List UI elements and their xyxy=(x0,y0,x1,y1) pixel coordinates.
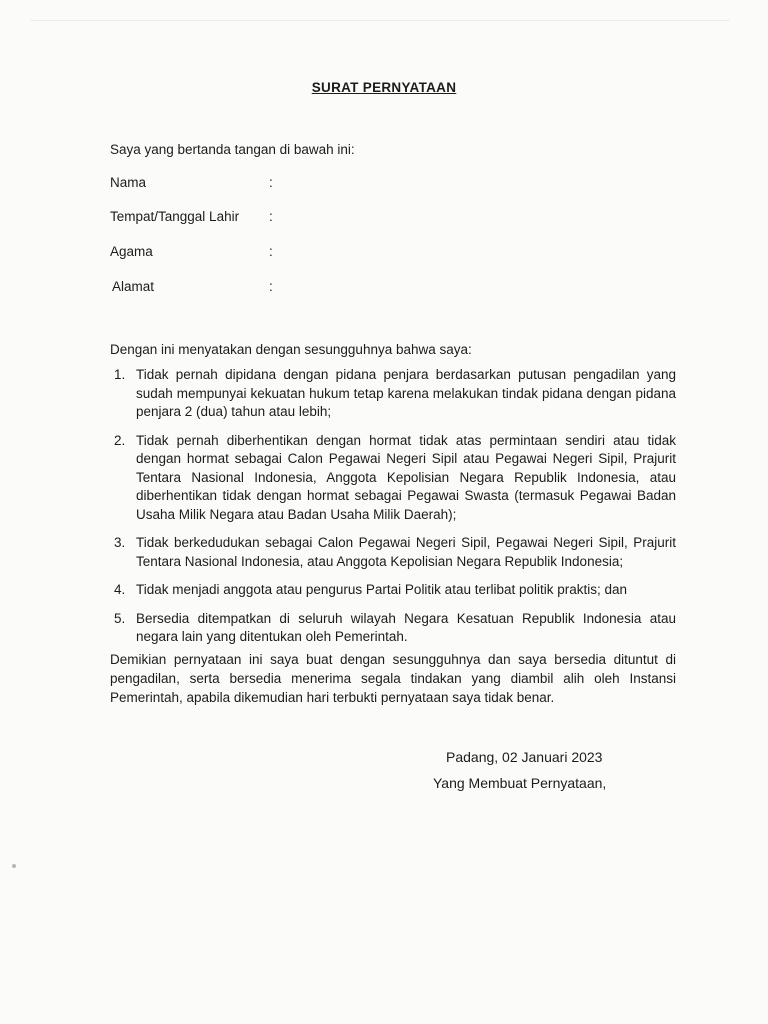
closing-paragraph: Demikian pernyataan ini saya buat dengan sesungguhnya dan saya bersedia dituntut di pengadilan, serta bersedia menerima segala tindakan yang diambil alih oleh Instansi Pemerintah, apabila dikemudian hari terbukti pernyataan saya tidak benar. xyxy=(110,652,676,705)
list-item-number: 4. xyxy=(114,582,126,597)
list-item xyxy=(110,534,676,571)
field-colon: : xyxy=(269,279,273,294)
list-item-number: 3. xyxy=(114,535,126,550)
field-colon: : xyxy=(269,244,273,259)
list-item-number: 2. xyxy=(114,432,126,448)
scan-smudge xyxy=(12,864,16,868)
field-label: Alamat xyxy=(112,279,155,294)
field-tempat-tanggal-lahir xyxy=(110,209,310,224)
list-item-text: Bersedia ditempatkan di seluruh wilayah Negara Kesatuan Republik Indonesia atau negara lain yang ditentukan oleh Pemerintah. xyxy=(136,610,676,644)
list-item-number: 1. xyxy=(114,367,126,382)
field-label: Tempat/Tanggal Lahir xyxy=(110,209,240,224)
list-item xyxy=(110,432,676,525)
list-item xyxy=(110,610,676,647)
field-label: Agama xyxy=(110,244,153,259)
field-alamat xyxy=(112,279,312,294)
list-item xyxy=(110,581,676,600)
list-item xyxy=(110,366,676,422)
list-item-text: Tidak berkedudukan sebagai Calon Pegawai Negeri Sipil, Pegawai Negeri Sipil, Prajurit Tentara Nasional Indonesia, atau Anggota Kepolisian Negara Republik Indonesia; xyxy=(136,535,676,569)
list-item-text: Tidak pernah dipidana dengan pidana penjara berdasarkan putusan pengadilan yang sudah mempunyai kekuatan hukum tetap karena melakukan tindak pidana dengan pidana penjara 2 (dua) tahun atau lebih; xyxy=(136,367,676,419)
field-nama xyxy=(110,175,310,190)
intro-text: Saya yang bertanda tangan di bawah ini: xyxy=(110,142,355,157)
statement-text: Dengan ini menyatakan dengan sesungguhnya bahwa saya: xyxy=(110,342,472,357)
field-colon: : xyxy=(269,175,273,190)
statement-list xyxy=(110,366,676,657)
list-item-text: Tidak pernah diberhentikan dengan hormat tidak atas permintaan sendiri atau tidak dengan hormat sebagai Calon Pegawai Negeri Sipil atau Pegawai Negeri Sipil, Prajurit Tentara Nasional Indonesia, Anggota Kepolisian Negara Republik Indonesia, atau diberhentikan tidak dengan hormat sebagai Pegawai Swasta (termasuk Pegawai Badan Usaha Milik Negara atau Badan Usaha Milik Daerah); xyxy=(136,432,676,522)
document-title: SURAT PERNYATAAN xyxy=(311,80,457,95)
field-agama xyxy=(110,244,310,259)
list-item-number: 5. xyxy=(114,610,126,626)
scan-artifact-line xyxy=(30,20,730,21)
field-colon: : xyxy=(269,209,273,224)
field-label: Nama xyxy=(110,175,147,190)
signer-label: Yang Membuat Pernyataan, xyxy=(433,775,607,791)
place-date: Padang, 02 Januari 2023 xyxy=(446,749,603,765)
list-item-text: Tidak menjadi anggota atau pengurus Partai Politik atau terlibat politik praktis; dan xyxy=(136,582,628,597)
